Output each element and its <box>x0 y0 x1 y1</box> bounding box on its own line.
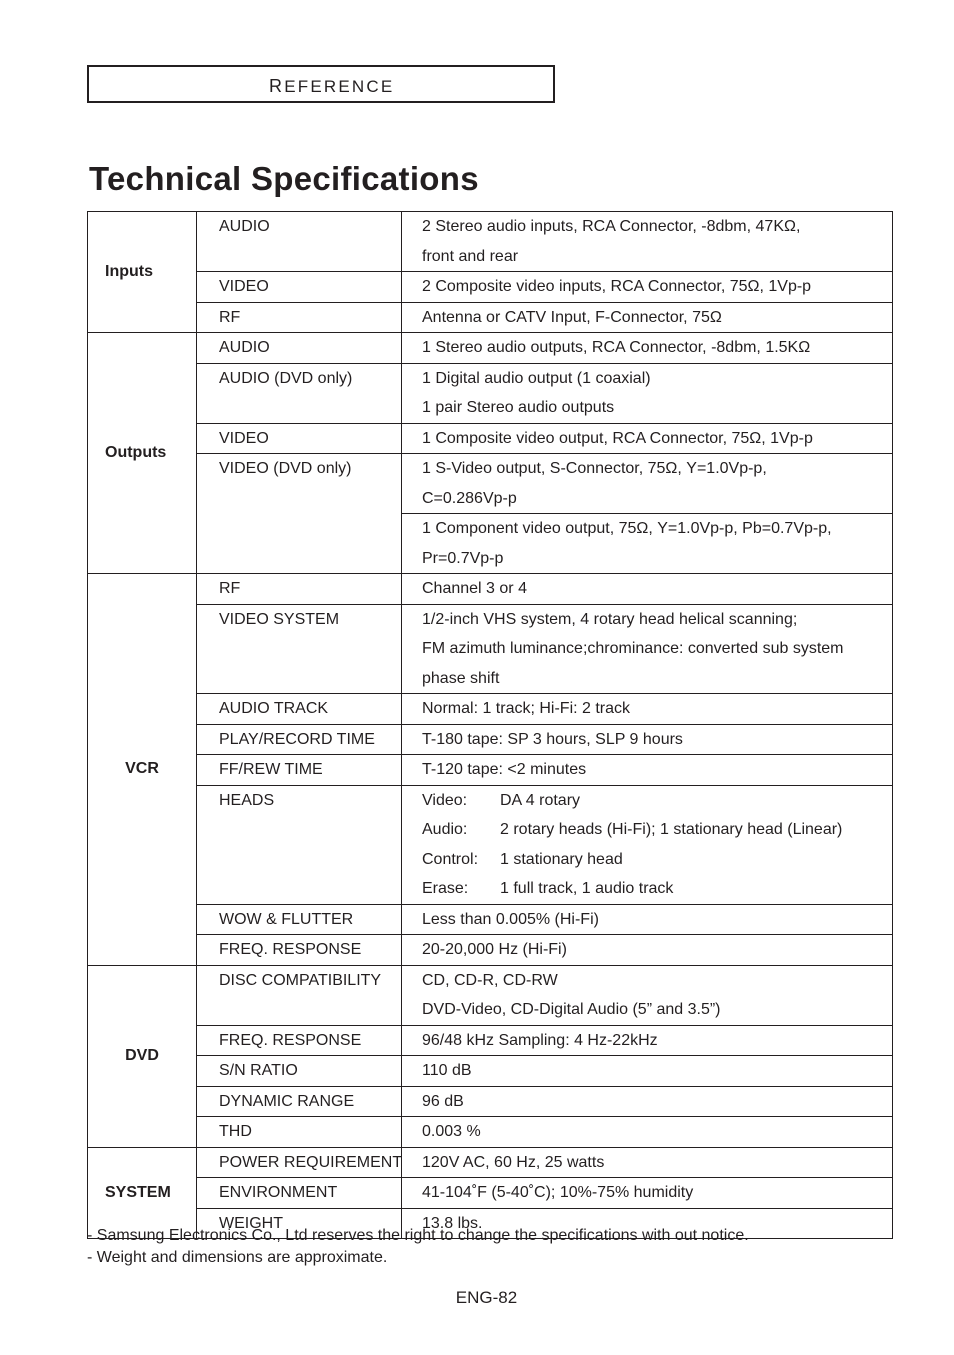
value-line: 1/2-inch VHS system, 4 rotary head helical scanning; <box>422 610 798 628</box>
table-row <box>88 1025 893 1056</box>
value-line: C=0.286Vp-p <box>422 489 517 507</box>
value-line: 96 dB <box>422 1092 464 1110</box>
table-row <box>88 302 893 333</box>
section-label <box>269 76 394 97</box>
heads-value: 2 rotary heads (Hi-Fi); 1 stationary head (Linear) <box>500 821 843 838</box>
param-label: VIDEO (DVD only) <box>219 460 352 477</box>
table-row <box>88 1086 893 1117</box>
heads-line <box>422 845 892 875</box>
group-label: Outputs <box>88 333 197 574</box>
param-label: FF/REW TIME <box>219 761 323 778</box>
param-label: WEIGHT <box>219 1214 283 1232</box>
param-label: AUDIO (DVD only) <box>219 369 353 387</box>
section-label-rest: EFERENCE <box>284 77 395 96</box>
value-line: DVD-Video, CD-Digital Audio (5” and 3.5”) <box>422 1001 721 1018</box>
value-line: 41-104˚F (5-40˚C); 10%-75% humidity <box>422 1184 694 1201</box>
value-line: FM azimuth luminance;chrominance: converted sub system <box>422 640 844 657</box>
param-label: WOW & FLUTTER <box>219 910 354 928</box>
heads-value: 1 stationary head <box>500 850 623 868</box>
param-label: RF <box>219 308 241 326</box>
table-row <box>88 333 893 364</box>
table-row <box>88 363 893 423</box>
group-label: DVD <box>88 965 197 1147</box>
value-line: T-120 tape: <2 minutes <box>422 761 587 778</box>
value-line: Channel 3 or 4 <box>422 580 527 597</box>
table-row <box>88 694 893 725</box>
page-title: Technical Specifications <box>89 160 479 197</box>
value-line: 13.8 lbs. <box>422 1214 483 1232</box>
value-line: 120V AC, 60 Hz, 25 watts <box>422 1153 605 1171</box>
heads-key: Video: <box>422 791 468 809</box>
heads-key: Control: <box>422 850 479 868</box>
heads-key: Audio: <box>422 821 468 838</box>
page-number: ENG-82 <box>455 1288 518 1307</box>
param-label: DYNAMIC RANGE <box>219 1092 355 1110</box>
heads-line <box>422 786 892 816</box>
param-label: AUDIO <box>219 218 270 235</box>
value-line: 1 pair Stereo audio outputs <box>422 399 615 416</box>
param-label: AUDIO TRACK <box>219 700 329 717</box>
section-header-box <box>87 65 555 103</box>
value-line: Normal: 1 track; Hi-Fi: 2 track <box>422 700 631 717</box>
table-row <box>88 574 893 605</box>
value-line: 110 dB <box>422 1062 472 1079</box>
value-line: Antenna or CATV Input, F-Connector, 75Ω <box>422 308 722 326</box>
param-label: VIDEO <box>219 429 269 447</box>
heads-line <box>422 874 892 904</box>
group-label: Inputs <box>88 212 197 333</box>
param-label: DISC COMPATIBILITY <box>219 971 382 989</box>
heads-value: 1 full track, 1 audio track <box>500 880 674 897</box>
value-line: Pr=0.7Vp-p <box>422 549 504 567</box>
group-label: VCR <box>88 574 197 966</box>
param-label: THD <box>219 1123 252 1140</box>
param-label: VIDEO <box>219 278 269 295</box>
heads-key: Erase: <box>422 880 469 897</box>
value-line: 20-20,000 Hz (Hi-Fi) <box>422 941 567 958</box>
table-row <box>88 724 893 755</box>
param-label: FREQ. RESPONSE <box>219 941 362 958</box>
table-row <box>88 423 893 454</box>
table-row <box>88 1117 893 1148</box>
table-row <box>88 604 893 694</box>
footnote: - Weight and dimensions are approximate. <box>87 1249 388 1266</box>
param-label: AUDIO <box>219 339 270 356</box>
table-row <box>88 212 893 272</box>
param-label: FREQ. RESPONSE <box>219 1031 362 1049</box>
param-label: POWER REQUIREMENT <box>219 1153 403 1171</box>
footnotes <box>87 1225 749 1269</box>
param-label: S/N RATIO <box>219 1062 298 1079</box>
table-row <box>88 1056 893 1087</box>
value-line: Less than 0.005% (Hi-Fi) <box>422 910 599 928</box>
param-label: ENVIRONMENT <box>219 1184 338 1201</box>
table-row <box>88 1178 893 1209</box>
table-row <box>88 965 893 1025</box>
spec-table <box>87 211 893 1239</box>
footnote: - Samsung Electronics Co., Ltd reserves the right to change the specifications with out notice. <box>87 1227 749 1244</box>
param-label: RF <box>219 580 241 597</box>
heads-line <box>422 815 892 845</box>
param-label: PLAY/RECORD TIME <box>219 730 375 748</box>
table-row <box>88 272 893 303</box>
table-row <box>88 904 893 935</box>
value-line: 1 Stereo audio outputs, RCA Connector, -8dbm, 1.5KΩ <box>422 339 811 356</box>
value-line: 1 S-Video output, S-Connector, 75Ω, Y=1.0Vp-p, <box>422 460 767 477</box>
value-line: 1 Digital audio output (1 coaxial) <box>422 369 651 387</box>
param-label: VIDEO SYSTEM <box>219 610 340 628</box>
value-line: 0.003 % <box>422 1123 481 1140</box>
group-label: SYSTEM <box>88 1147 197 1239</box>
value-line: phase shift <box>422 669 500 687</box>
value-line: 1 Component video output, 75Ω, Y=1.0Vp-p, Pb=0.7Vp-p, <box>422 520 832 537</box>
table-row <box>88 1147 893 1178</box>
heads-value: DA 4 rotary <box>500 791 581 809</box>
table-row <box>88 785 893 904</box>
value-line: 1 Composite video output, RCA Connector, 75Ω, 1Vp-p <box>422 429 813 447</box>
value-line: CD, CD-R, CD-RW <box>422 971 558 989</box>
param-label: HEADS <box>219 791 275 809</box>
value-line: 96/48 kHz Sampling: 4 Hz-22kHz <box>422 1031 658 1049</box>
table-row <box>88 755 893 786</box>
section-label-initial: R <box>269 76 285 96</box>
value-line: front and rear <box>422 247 519 265</box>
value-line: 2 Stereo audio inputs, RCA Connector, -8dbm, 47KΩ, <box>422 218 801 235</box>
table-row <box>88 935 893 966</box>
table-row <box>88 454 893 514</box>
value-line: T-180 tape: SP 3 hours, SLP 9 hours <box>422 730 683 748</box>
value-line: 2 Composite video inputs, RCA Connector, 75Ω, 1Vp-p <box>422 278 812 295</box>
